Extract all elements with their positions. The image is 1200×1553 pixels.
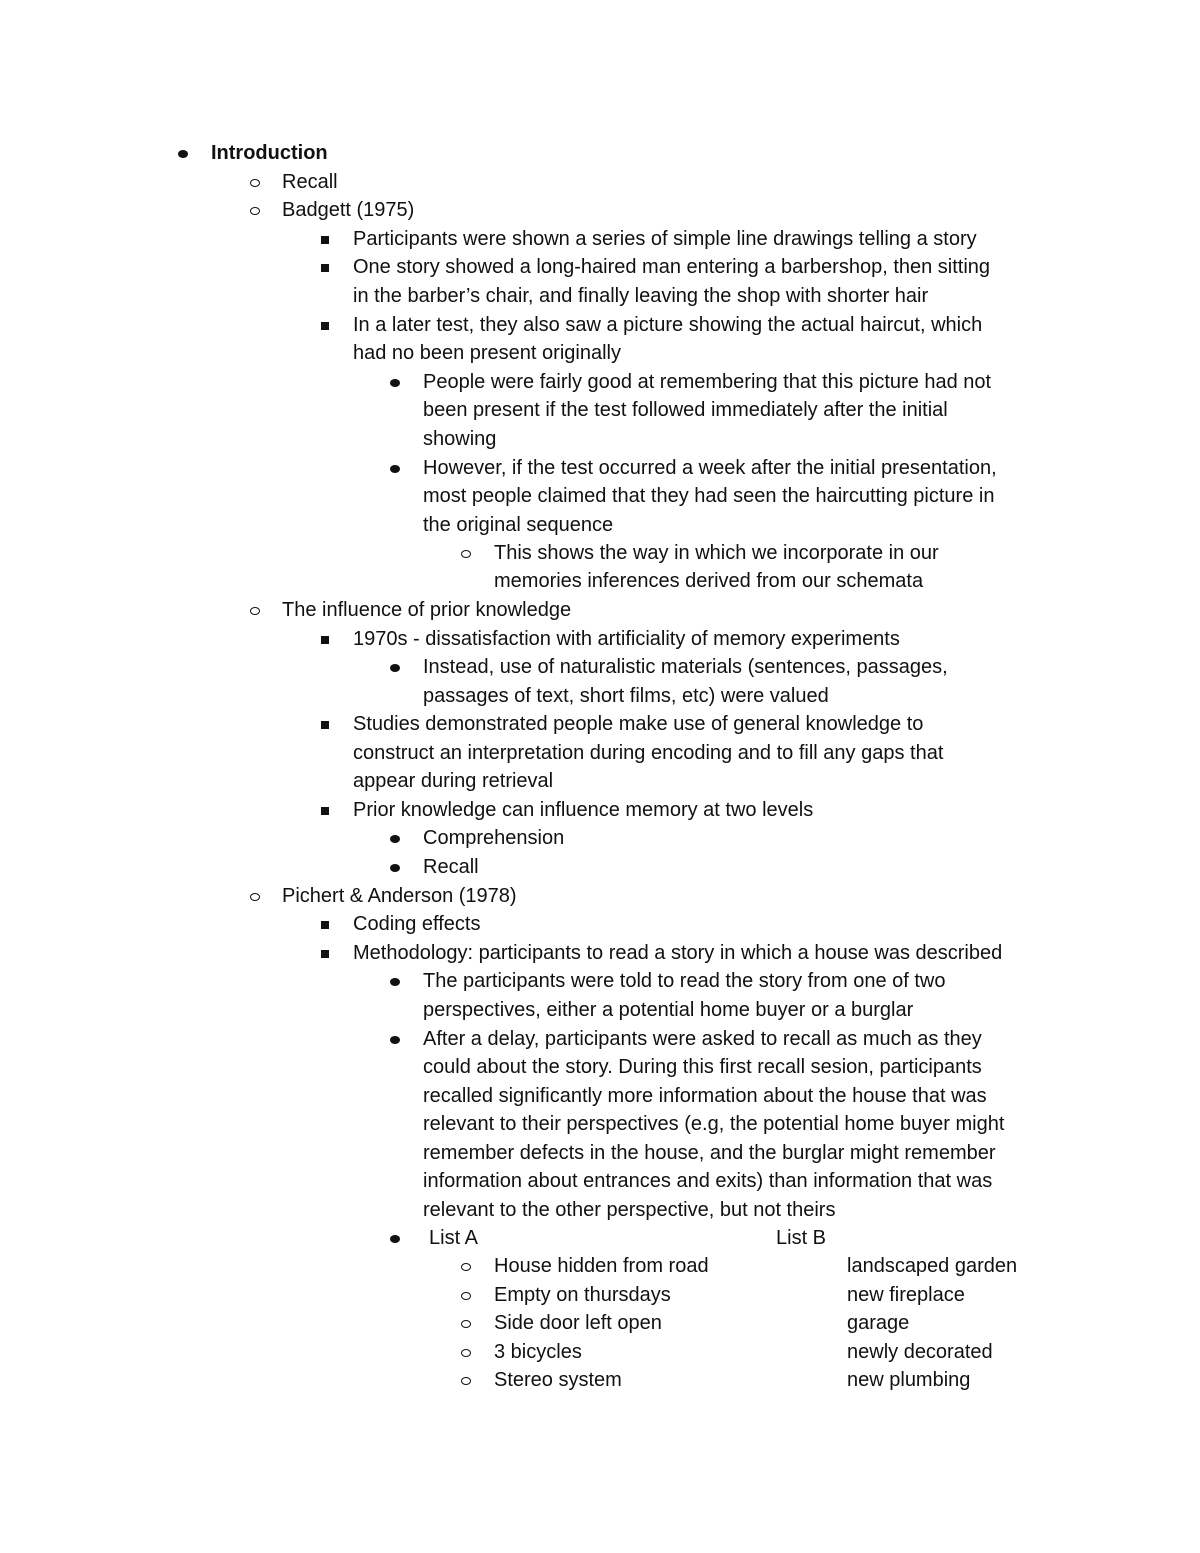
section-heading: Introduction bbox=[211, 142, 328, 164]
list-item: One story showed a long-haired man entering a barbershop, then sitting bbox=[353, 256, 991, 278]
circle-bullet-icon bbox=[250, 207, 260, 215]
circle-bullet-icon bbox=[461, 550, 471, 558]
square-bullet-icon bbox=[321, 807, 329, 815]
circle-bullet-icon bbox=[250, 607, 260, 615]
list-item-continuation: appear during retrieval bbox=[353, 770, 554, 792]
disc-bullet-icon bbox=[390, 1036, 400, 1044]
circle-bullet-icon bbox=[250, 179, 260, 187]
disc-bullet-icon bbox=[178, 150, 188, 158]
list-a-header: List A bbox=[429, 1227, 478, 1249]
disc-bullet-icon bbox=[390, 864, 400, 872]
disc-bullet-icon bbox=[390, 379, 400, 387]
list-item-continuation: in the barber’s chair, and finally leaving the shop with shorter hair bbox=[353, 285, 929, 307]
list-b-item: landscaped garden bbox=[847, 1255, 1018, 1277]
list-item: Participants were shown a series of simple line drawings telling a story bbox=[353, 228, 977, 250]
list-item-continuation: relevant to their perspectives (e.g, the potential home buyer might bbox=[423, 1113, 1005, 1135]
circle-bullet-icon bbox=[461, 1349, 471, 1357]
list-item: Studies demonstrated people make use of general knowledge to bbox=[353, 713, 924, 735]
list-item: Pichert & Anderson (1978) bbox=[282, 885, 517, 907]
list-item-continuation: information about entrances and exits) than information that was bbox=[423, 1170, 993, 1192]
disc-bullet-icon bbox=[390, 664, 400, 672]
list-item: People were fairly good at remembering that this picture had not bbox=[423, 371, 992, 393]
list-item: Coding effects bbox=[353, 913, 481, 935]
list-item-continuation: most people claimed that they had seen the haircutting picture in bbox=[423, 485, 995, 507]
disc-bullet-icon bbox=[390, 978, 400, 986]
list-item-continuation: showing bbox=[423, 428, 497, 450]
list-item: Badgett (1975) bbox=[282, 199, 415, 221]
circle-bullet-icon bbox=[250, 893, 260, 901]
list-item-continuation: construct an interpretation during encoding and to fill any gaps that bbox=[353, 742, 944, 764]
list-item-continuation: memories inferences derived from our schemata bbox=[494, 570, 924, 592]
list-item: Comprehension bbox=[423, 827, 565, 849]
list-b-item: new plumbing bbox=[847, 1369, 971, 1391]
square-bullet-icon bbox=[321, 721, 329, 729]
list-b-item: garage bbox=[847, 1312, 910, 1334]
list-item: Recall bbox=[423, 856, 479, 878]
disc-bullet-icon bbox=[390, 835, 400, 843]
list-item: This shows the way in which we incorporate in our bbox=[494, 542, 939, 564]
list-item: Prior knowledge can influence memory at two levels bbox=[353, 799, 814, 821]
list-item: The influence of prior knowledge bbox=[282, 599, 572, 621]
list-b-item: newly decorated bbox=[847, 1341, 993, 1363]
square-bullet-icon bbox=[321, 322, 329, 330]
list-item-continuation: passages of text, short films, etc) were valued bbox=[423, 685, 829, 707]
square-bullet-icon bbox=[321, 636, 329, 644]
list-item-continuation: remember defects in the house, and the burglar might remember bbox=[423, 1142, 996, 1164]
square-bullet-icon bbox=[321, 236, 329, 244]
circle-bullet-icon bbox=[461, 1292, 471, 1300]
disc-bullet-icon bbox=[390, 1235, 400, 1243]
circle-bullet-icon bbox=[461, 1377, 471, 1385]
list-item: Recall bbox=[282, 171, 338, 193]
list-item-continuation: could about the story. During this first recall sesion, participants bbox=[423, 1056, 982, 1078]
circle-bullet-icon bbox=[461, 1320, 471, 1328]
list-b-item: new fireplace bbox=[847, 1284, 965, 1306]
list-item: In a later test, they also saw a picture showing the actual haircut, which bbox=[353, 314, 983, 336]
list-b-header: List B bbox=[776, 1227, 827, 1249]
list-item: However, if the test occurred a week after the initial presentation, bbox=[423, 457, 997, 479]
list-a-item: Empty on thursdays bbox=[494, 1284, 671, 1306]
square-bullet-icon bbox=[321, 264, 329, 272]
square-bullet-icon bbox=[321, 921, 329, 929]
list-item-continuation: perspectives, either a potential home buyer or a burglar bbox=[423, 999, 914, 1021]
list-item: Instead, use of naturalistic materials (sentences, passages, bbox=[423, 656, 948, 678]
list-a-item: House hidden from road bbox=[494, 1255, 709, 1277]
list-item-continuation: relevant to the other perspective, but not theirs bbox=[423, 1199, 836, 1221]
disc-bullet-icon bbox=[390, 465, 400, 473]
square-bullet-icon bbox=[321, 950, 329, 958]
list-item-continuation: been present if the test followed immediately after the initial bbox=[423, 399, 948, 421]
list-item: After a delay, participants were asked to recall as much as they bbox=[423, 1028, 982, 1050]
list-a-item: Side door left open bbox=[494, 1312, 662, 1334]
list-item-continuation: had no been present originally bbox=[353, 342, 621, 364]
circle-bullet-icon bbox=[461, 1263, 471, 1271]
list-item: The participants were told to read the story from one of two bbox=[423, 970, 946, 992]
list-item: Methodology: participants to read a story in which a house was described bbox=[353, 942, 1003, 964]
list-item-continuation: the original sequence bbox=[423, 514, 614, 536]
list-item: 1970s - dissatisfaction with artificiality of memory experiments bbox=[353, 628, 900, 650]
list-item-continuation: recalled significantly more information about the house that was bbox=[423, 1085, 987, 1107]
list-a-item: Stereo system bbox=[494, 1369, 622, 1391]
list-a-item: 3 bicycles bbox=[494, 1341, 582, 1363]
